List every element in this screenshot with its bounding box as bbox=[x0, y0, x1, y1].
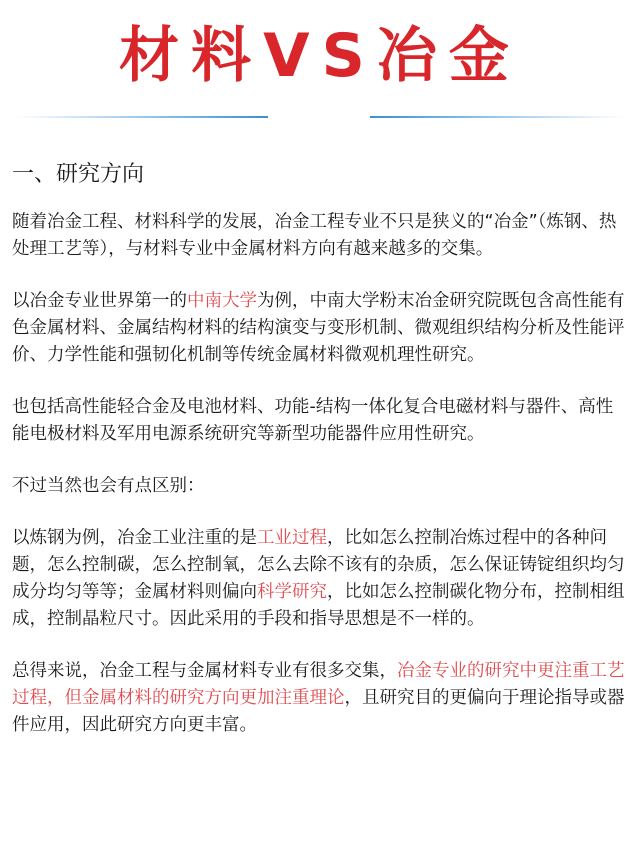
highlight-text: 科学研究 bbox=[257, 582, 327, 602]
highlight-text: 中南大学 bbox=[187, 291, 257, 311]
page-title: 材料VS冶金 bbox=[119, 21, 521, 91]
section-heading: 一、研究方向 bbox=[12, 162, 145, 187]
title-divider-right bbox=[370, 116, 624, 118]
highlight-text: 工业过程 bbox=[257, 528, 327, 548]
paragraph-text: 以炼钢为例，冶金工业注重的是 bbox=[12, 528, 257, 548]
paragraph-csu bbox=[12, 288, 628, 369]
paragraph-text: 总得来说，冶金工程与金属材料专业有很多交集， bbox=[12, 661, 397, 681]
title-divider-left bbox=[16, 116, 268, 118]
paragraph-text: ，比如怎么控制冶炼过程中的各种问题，怎么控制碳，怎么控制氧，怎么去除不该有的杂质，怎么保证铸锭组织均匀成分均匀等等；金属材料则偏向 bbox=[12, 528, 625, 602]
article-body bbox=[12, 209, 628, 764]
paragraph-text: ，比如怎么控制碳化物分布，控制相组成，控制晶粒尺寸。因此采用的手段和指导思想是不一样的。 bbox=[12, 582, 625, 629]
paragraph-text: 为例，中南大学粉末冶金研究院既包含高性能有色金属材料、金属结构材料的结构演变与变形机制、微观组织结构分析及性能评价、力学性能和强韧化机制等传统金属材料微观机理性研究。 bbox=[12, 291, 625, 365]
paragraph-text: ，且研究目的更偏向于理论指导或器件应用，因此研究方向更丰富。 bbox=[12, 688, 625, 735]
highlight-text: 冶金专业的研究中更注重工艺过程，但金属材料的研究方向更加注重理论 bbox=[12, 661, 625, 708]
paragraph-intro: 随着冶金工程、材料科学的发展，冶金工程专业不只是狭义的“冶金”（炼钢、热处理工艺等），与材料专业中金属材料方向有越来越多的交集。 bbox=[12, 212, 617, 259]
paragraph-difference: 不过当然也会有点区别： bbox=[12, 476, 205, 496]
paragraph-text: 以冶金专业世界第一的 bbox=[12, 291, 187, 311]
paragraph-functional: 也包括高性能轻合金及电池材料、功能-结构一体化复合电磁材料与器件、高性能电极材料及军用电源系统研究等新型功能器件应用性研究。 bbox=[12, 397, 614, 444]
paragraph-steelmaking bbox=[12, 525, 628, 633]
paragraph-summary bbox=[12, 658, 628, 739]
